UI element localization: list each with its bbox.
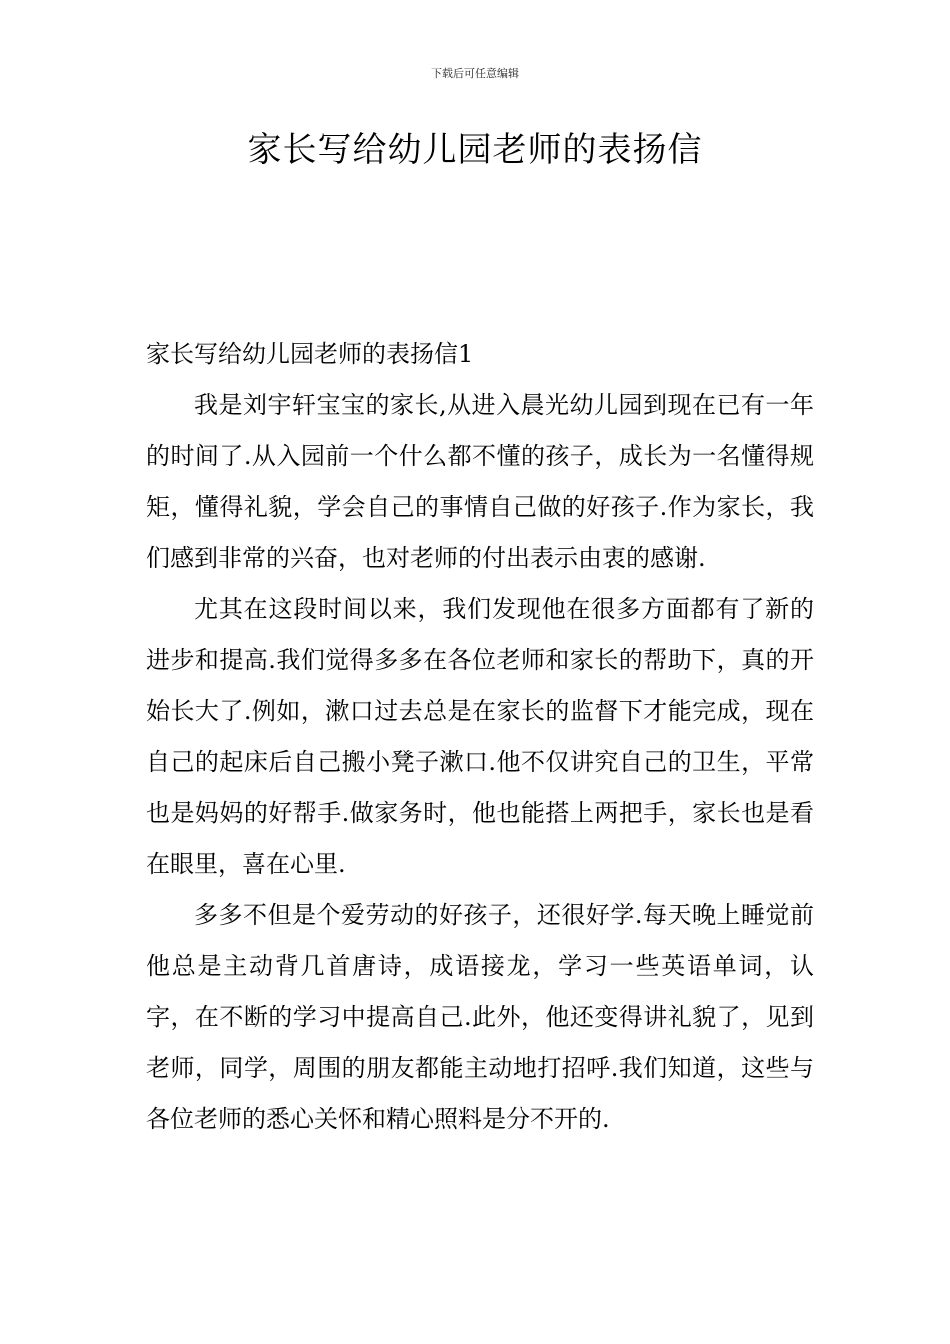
paragraph-3: 多多不但是个爱劳动的好孩子，还很好学.每天晚上睡觉前他总是主动背几首唐诗，成语接龙，学习一些英语单词，认字，在不断的学习中提高自己.此外，他还变得讲礼貌了，见到老师，同学，周围的朋友都能主动地打招呼.我们知道，这些与各位老师的悉心关怀和精心照料是分不开的.: [146, 901, 814, 1133]
paragraph-1: 我是刘宇轩宝宝的家长,从进入晨光幼儿园到现在已有一年的时间了.从入园前一个什么都不懂的孩子，成长为一名懂得规矩，懂得礼貌，学会自己的事情自己做的好孩子.作为家长，我们感到非常的兴奋，也对老师的付出表示由衷的感谢.: [146, 391, 814, 572]
header-note: 下载后可任意编辑: [431, 67, 519, 80]
document-body: [146, 329, 814, 1145]
document-title: 家长写给幼儿园老师的表扬信: [247, 130, 703, 170]
paragraph-2: 尤其在这段时间以来，我们发现他在很多方面都有了新的进步和提高.我们觉得多多在各位老师和家长的帮助下，真的开始长大了.例如，漱口过去总是在家长的监督下才能完成，现在自己的起床后自己搬小凳子漱口.他不仅讲究自己的卫生，平常也是妈妈的好帮手.做家务时，他也能搭上两把手，家长也是看在眼里，喜在心里.: [146, 595, 814, 878]
section-heading: 家长写给幼儿园老师的表扬信1: [146, 340, 474, 368]
